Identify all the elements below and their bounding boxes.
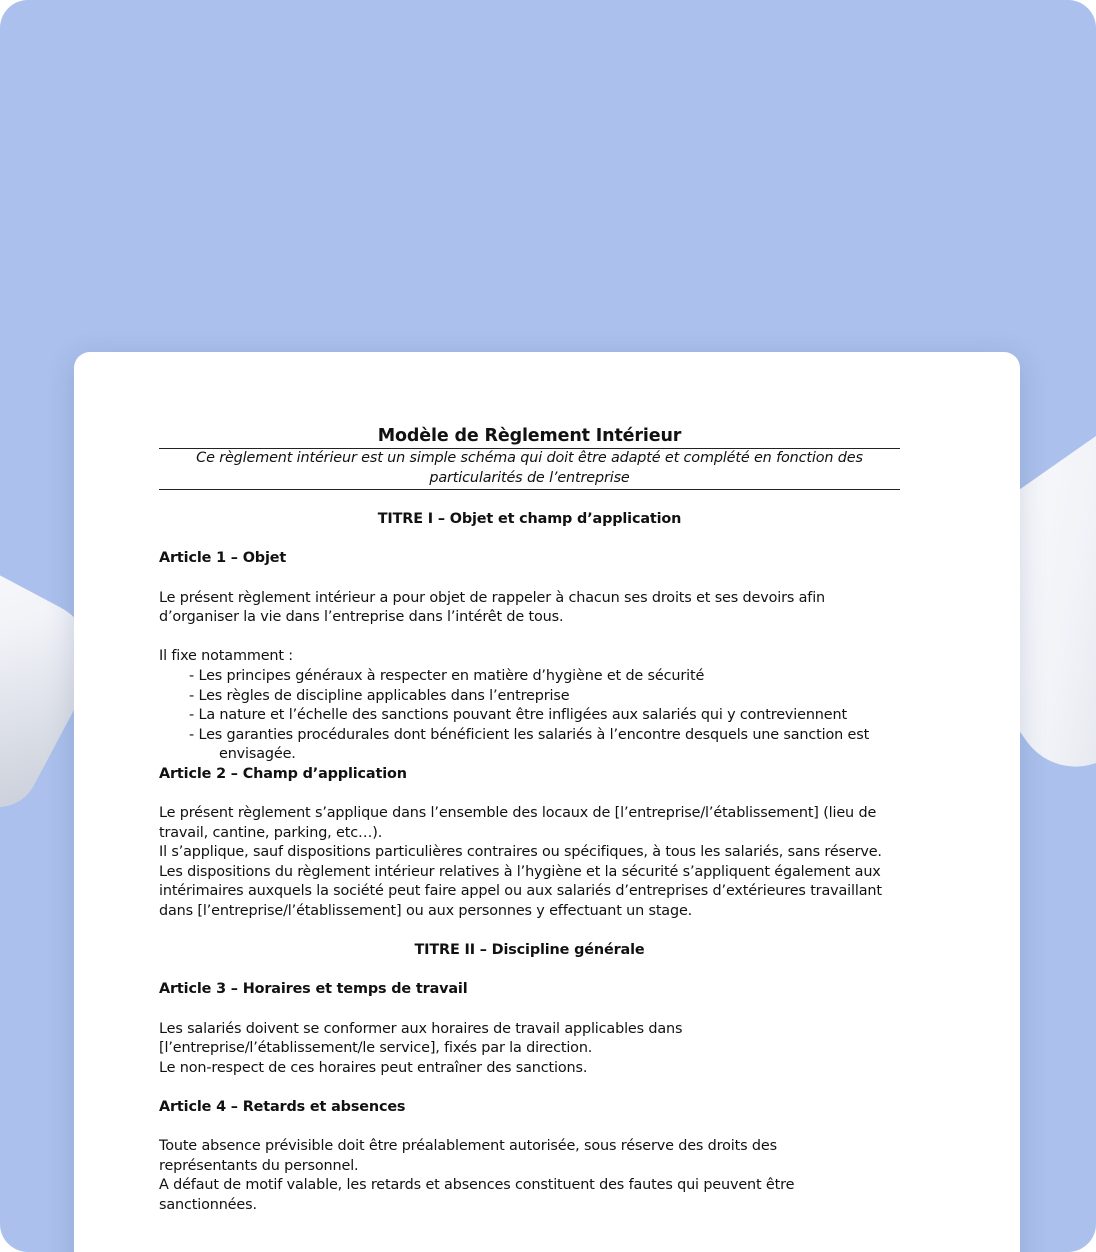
list-item: - La nature et l’échelle des sanctions pouvant être infligées aux salariés qui y contreviennent [189,707,847,724]
article-3-paragraph-1: Les salariés doivent se conformer aux horaires de travail applicables dans [l’entreprise/l’établissement/le service], fixés par la direction. [159,1020,683,1057]
document-content [159,424,900,1216]
article-2-heading: Article 2 – Champ d’application [159,765,407,782]
article-3-paragraph-2: Le non-respect de ces horaires peut entraîner des sanctions. [159,1059,588,1076]
article-2-paragraph-3: Les dispositions du règlement intérieur relatives à l’hygiène et la sécurité s’appliquent également aux intérimaires auxquels la société peut faire appel ou aux salariés d’entreprises d’extérieures travaillant dans [l’entreprise/l’établissement] ou aux personnes y effectuant un stage. [159,863,882,920]
article-4-heading: Article 4 – Retards et absences [159,1099,406,1115]
section-title-2: TITRE II – Discipline générale [414,942,645,959]
document-intro: Ce règlement intérieur est un simple schéma qui doit être adapté et complété en fonction des particularités de l’entreprise [159,448,900,490]
article-1-heading: Article 1 – Objet [159,550,287,567]
list-item: - Les règles de discipline applicables dans l’entreprise [189,687,570,704]
article-1-list [159,667,900,765]
article-4-paragraph-2: A défaut de motif valable, les retards et absences constituent des fautes qui peuvent être sanctionnées. [159,1177,795,1213]
list-item: - Les principes généraux à respecter en matière d’hygiène et de sécurité [189,667,705,684]
document-page[interactable] [74,352,1020,1252]
article-3-heading: Article 3 – Horaires et temps de travail [159,981,468,998]
article-4-paragraph-1: Toute absence prévisible doit être préalablement autorisée, sous réserve des droits des représentants du personnel. [159,1138,777,1174]
article-2-paragraph-1: Le présent règlement s’applique dans l’ensemble des locaux de [l’entreprise/l’établissement] (lieu de travail, cantine, parking, etc…). [159,805,877,841]
article-2-paragraph-2: Il s’applique, sauf dispositions particulières contraires ou spécifiques, à tous les salariés, sans réserve. [159,844,882,861]
article-1-paragraph: Le présent règlement intérieur a pour objet de rappeler à chacun ses droits et ses devoirs afin d’organiser la vie dans l’entreprise dans l’intérêt de tous. [159,589,826,626]
document-title: Modèle de Règlement Intérieur [377,426,682,446]
section-title-1: TITRE I – Objet et champ d’application [377,511,682,528]
list-item: - Les garanties procédurales dont bénéficient les salariés à l’encontre desquels une sanction est envisagée. [189,726,870,763]
article-1-list-intro: Il fixe notamment : [159,648,293,665]
